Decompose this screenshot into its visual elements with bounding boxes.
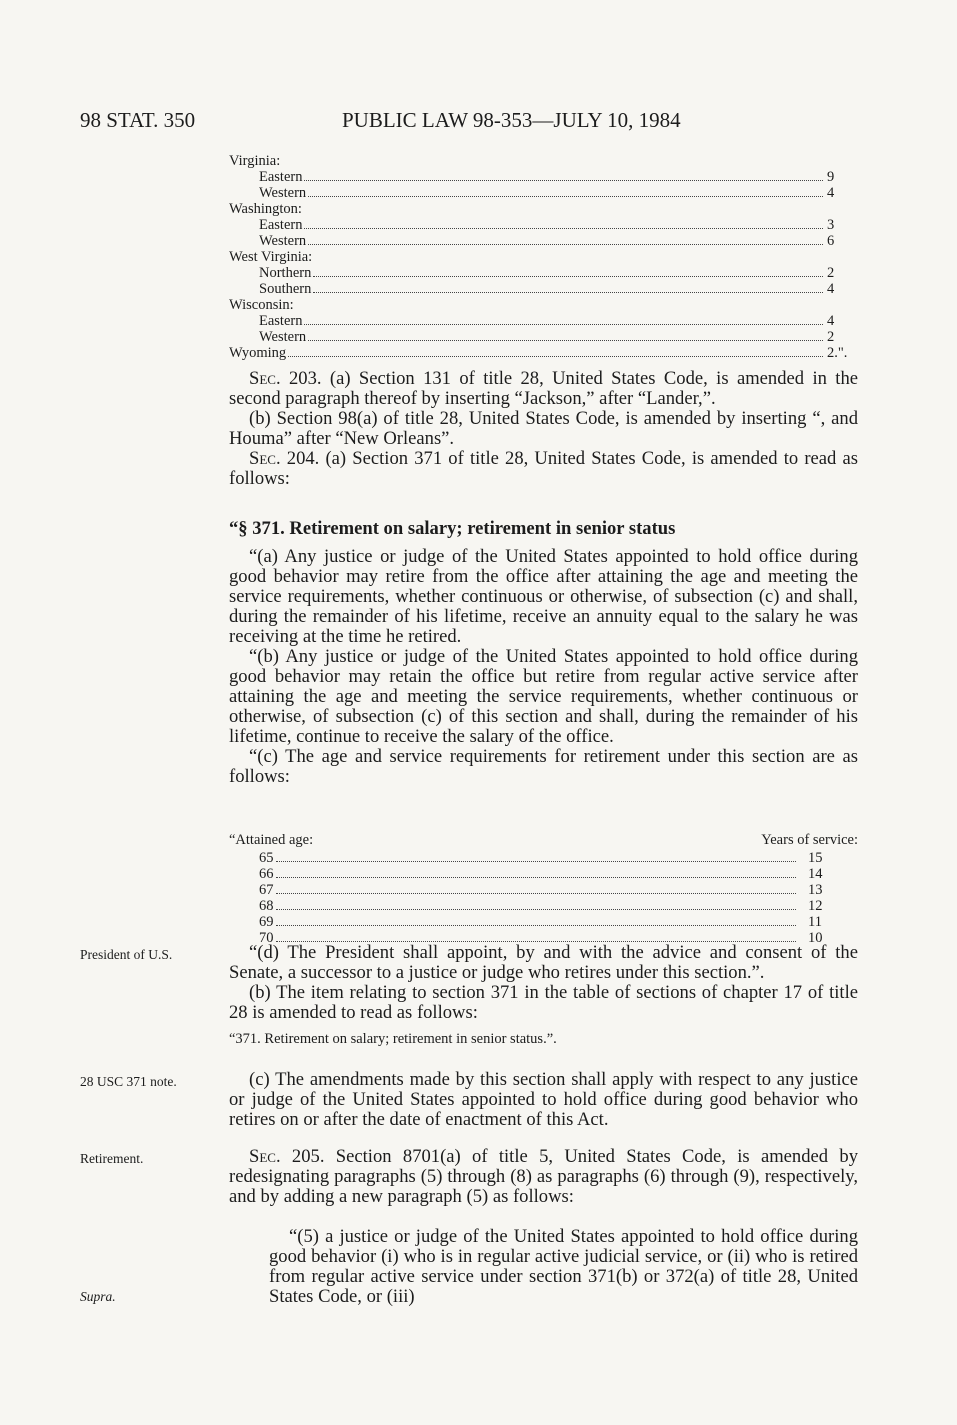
sec204-intro: Sec. 204. (a) Section 371 of title 28, United States Code, is amended to read as follows: <box>229 448 858 489</box>
dot-leader <box>276 877 797 878</box>
sec204-b: (b) The item relating to section 371 in the table of sections of chapter 17 of title 28 is amended to read as follows: <box>229 982 858 1023</box>
years-of-service: 11 <box>808 914 822 930</box>
stat-page-number: 98 STAT. 350 <box>80 108 196 132</box>
section-203 <box>229 369 858 489</box>
age-table-row <box>229 898 858 914</box>
attained-age: 65 <box>259 850 274 866</box>
district-name: Wyoming <box>229 345 287 361</box>
dot-leader <box>276 861 797 862</box>
subsection-b: “(b) Any justice or judge of the United States appointed to hold office during good behavior may retain the office but retire from regular active service after attaining the age and meeting the service requirements, whether continuous or otherwise, of subsection (c) of this section and shall, during the remainder of his lifetime, continue to receive the salary of the office. <box>229 646 858 747</box>
district-table <box>229 153 859 361</box>
attained-age: 69 <box>259 914 274 930</box>
district-row <box>229 233 859 249</box>
district-row <box>229 345 859 361</box>
district-row <box>229 249 859 265</box>
dot-leader <box>276 925 797 926</box>
dot-leader <box>304 180 823 181</box>
sidenote-supra: Supra. <box>80 1289 116 1304</box>
district-row <box>229 265 859 281</box>
judgeship-count: 4 <box>827 281 835 297</box>
years-of-service: 13 <box>808 882 823 898</box>
dot-leader <box>288 356 823 357</box>
judgeship-count: 6 <box>827 233 835 249</box>
district-name: Southern <box>259 281 312 297</box>
section-table-item: “371. Retirement on salary; retirement in senior status.”. <box>229 1031 557 1047</box>
district-row <box>229 313 859 329</box>
age-table-header <box>229 832 858 850</box>
district-name: Wisconsin: <box>229 297 294 313</box>
age-table-row <box>229 914 858 930</box>
years-of-service: 14 <box>808 866 823 882</box>
years-of-service: 15 <box>808 850 823 866</box>
years-of-service: 10 <box>808 930 823 946</box>
attained-age: 70 <box>259 930 274 946</box>
age-table-row <box>229 850 858 866</box>
district-row <box>229 281 859 297</box>
dot-leader <box>308 340 823 341</box>
subsection-d-block <box>229 943 858 1055</box>
attained-age-label: “Attained age: <box>229 832 314 848</box>
age-table-row <box>229 866 858 882</box>
section-371-text <box>229 519 858 787</box>
dot-leader <box>276 909 797 910</box>
district-row <box>229 217 859 233</box>
age-service-table <box>229 832 858 946</box>
sec204-c-block <box>229 1070 858 1130</box>
dot-leader <box>313 292 823 293</box>
subsection-a: “(a) Any justice or judge of the United States appointed to hold office during good behavior may retire from the office after attaining the age and meeting the service requirements, whether continuous or otherwise, of subsection (c) and shall, during the remainder of his lifetime, receive an annuity equal to the salary he was receiving at the time he retired. <box>229 546 858 647</box>
sidenote-retirement: Retirement. <box>80 1151 144 1166</box>
years-of-service: 12 <box>808 898 823 914</box>
dot-leader <box>308 196 823 197</box>
district-name: Washington: <box>229 201 302 217</box>
district-row <box>229 169 859 185</box>
district-row <box>229 201 859 217</box>
dot-leader <box>304 324 823 325</box>
age-table-row <box>229 882 858 898</box>
district-row <box>229 297 859 313</box>
district-row <box>229 153 859 169</box>
sec204-label: Sec. 204. <box>249 448 320 469</box>
district-name: Western <box>259 329 307 345</box>
district-name: Virginia: <box>229 153 281 169</box>
sec203-b: (b) Section 98(a) of title 28, United States Code, is amended by inserting “, and Houma” after “New Orleans”. <box>229 408 858 449</box>
attained-age: 68 <box>259 898 274 914</box>
sidenote-president: President of U.S. <box>80 947 173 962</box>
judgeship-count: 4 <box>827 313 835 329</box>
dot-leader <box>276 893 797 894</box>
years-of-service-label: Years of service: <box>761 832 858 848</box>
dot-leader <box>304 228 823 229</box>
sidenote-usc: 28 USC 371 note. <box>80 1074 177 1089</box>
paragraph-5: “(5) a justice or judge of the United States appointed to hold office during good behavior (i) who is in regular active judicial service, or (ii) who is retired from regular active service under section 371(b) or 372(a) of title 28, United States Code, or (iii) <box>269 1226 858 1307</box>
district-name: Eastern <box>259 217 303 233</box>
sec205-label: Sec. 205. <box>249 1146 325 1167</box>
sec205-text: Sec. 205. Section 8701(a) of title 5, United States Code, is amended by redesignating paragraphs (5) through (8) as paragraphs (6) through (9), respectively, and by adding a new paragraph (5) as follows: <box>229 1146 858 1207</box>
district-row <box>229 185 859 201</box>
sec204-c: (c) The amendments made by this section shall apply with respect to any justice or judge of the United States appointed to hold office during good behavior who retires on or after the date of enactment of this Act. <box>229 1069 858 1130</box>
running-title: PUBLIC LAW 98-353—JULY 10, 1984 <box>342 108 681 132</box>
subsection-c: “(c) The age and service requirements for retirement under this section are as follows: <box>229 746 858 787</box>
section-205 <box>229 1147 858 1207</box>
district-name: Western <box>259 185 307 201</box>
district-name: Eastern <box>259 169 303 185</box>
dot-leader <box>313 276 823 277</box>
attained-age: 66 <box>259 866 274 882</box>
sec203-label: Sec. 203. <box>249 368 322 389</box>
section-371-heading: “§ 371. Retirement on salary; retirement in senior status <box>229 518 676 539</box>
attained-age: 67 <box>259 882 274 898</box>
judgeship-count: 3 <box>827 217 835 233</box>
dot-leader <box>308 244 823 245</box>
subsection-d: “(d) The President shall appoint, by and with the advice and consent of the Senate, a successor to a justice or judge who retires under this section.”. <box>229 942 858 983</box>
district-name: Eastern <box>259 313 303 329</box>
district-row <box>229 329 859 345</box>
judgeship-count: 2 <box>827 329 835 345</box>
district-name: West Virginia: <box>229 249 313 265</box>
paragraph-5-block <box>269 1227 858 1307</box>
district-name: Northern <box>259 265 312 281</box>
judgeship-count: 2 <box>827 265 835 281</box>
judgeship-count: 4 <box>827 185 835 201</box>
sec203-a: Sec. 203. (a) Section 131 of title 28, United States Code, is amended in the second paragraph thereof by inserting “Jackson,” after “Lander,”. <box>229 368 859 409</box>
district-name: Western <box>259 233 307 249</box>
judgeship-count: 9 <box>827 169 835 185</box>
judgeship-count: 2.". <box>827 345 848 361</box>
